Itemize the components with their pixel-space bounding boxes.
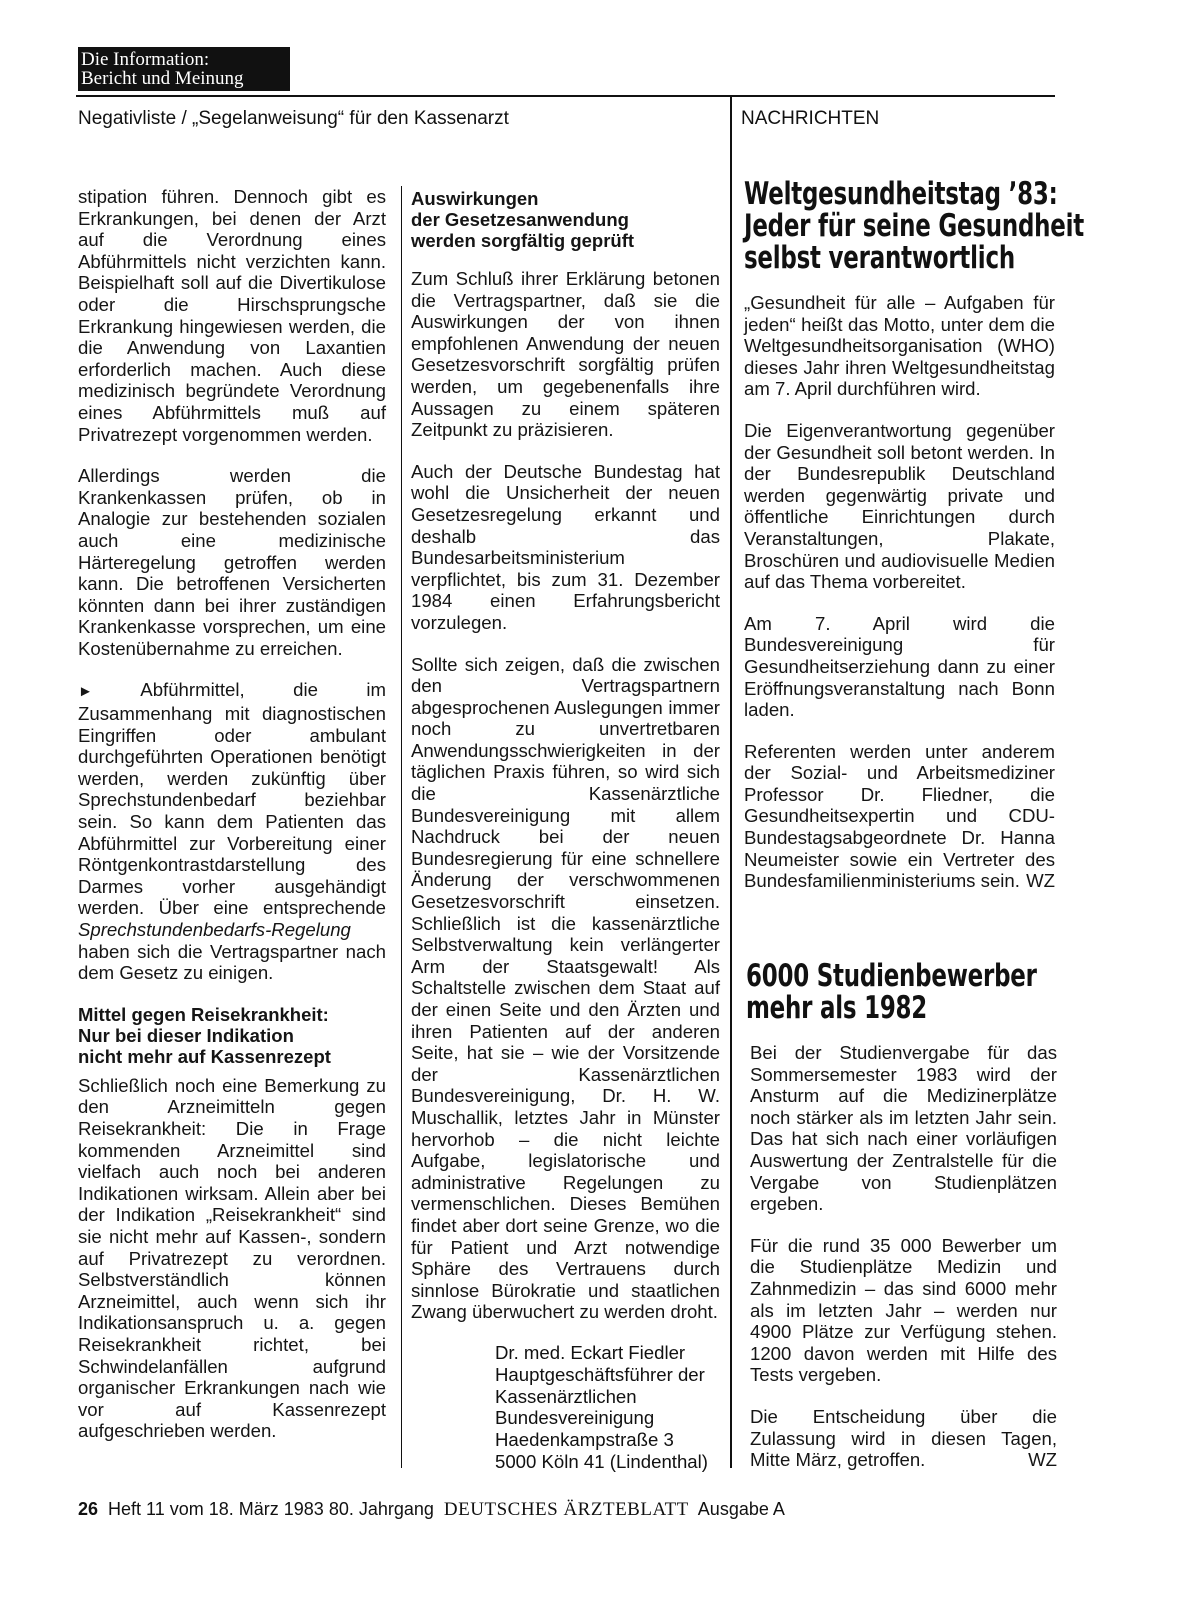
col1-paragraph-text: Abführmittel, die im Zusammenhang mit diagnostischen Eingriffen oder ambulant durchgeführten Operationen benötigt werden, werden zukünftig über Sprechstundenbedarf beziehbar sein. So kann dem Patienten das Abführmittel zur Vorbereitung einer Röntgenkontrastdarstellung des Darmes vorher ausgehändigt werden. Über eine entsprechende	[78, 679, 387, 919]
column-1	[78, 186, 386, 1442]
signature-street: Haedenkampstraße 3	[495, 1429, 674, 1451]
subheading-auswirkungen	[411, 188, 720, 251]
headline-line: mehr als 1982	[746, 990, 928, 1026]
subheading-line: Nur bei dieser Indikation	[78, 1024, 294, 1046]
col1-paragraph-italic: Sprechstundenbedarfs-Regelung	[78, 919, 351, 940]
col3-paragraph: Für die rund 35 000 Bewerber um die Studienplätze Medizin und Zahnmedizin – das sind 6000 mehr als im letzten Jahr – werden nur 4900 Plätze zur Verfügung stehen. 1200 davon werden mit Hilfe des Tests vergeben.	[750, 1234, 1057, 1386]
badge-line-1: Die Information:	[81, 49, 210, 70]
headline-line: Jeder für seine Gesundheit	[744, 208, 1085, 244]
headline-line: 6000 Studienbewerber	[746, 958, 1037, 994]
subheading-line: der Gesetzesanwendung	[411, 209, 629, 230]
col1-paragraph-tail: haben sich die Vertragspartner nach dem Gesetz zu einigen.	[78, 940, 386, 984]
article-running-title: Negativliste / „Segelanweisung“ für den Kassenarzt	[78, 108, 509, 129]
headline-line: Weltgesundheitstag ’83:	[744, 176, 1058, 212]
section-divider	[730, 96, 732, 1468]
journal-masthead: DEUTSCHES ÄRZTEBLATT	[443, 1499, 689, 1520]
signature-org: Bundesvereinigung	[495, 1407, 655, 1429]
subheading-line: nicht mehr auf Kassenrezept	[78, 1045, 331, 1067]
badge-line-2: Bericht und Meinung	[81, 68, 244, 89]
subheading-reisekrankheit	[78, 1004, 386, 1067]
col3-paragraph: Am 7. April wird die Bundesvereinigung für Gesundheitserziehung dann zu einer Eröffnungsveranstaltung nach Bonn laden.	[744, 612, 1055, 721]
header-rule	[76, 95, 1055, 97]
subheading-line: Auswirkungen	[411, 188, 539, 209]
issue-info: Heft 11 vom 18. März 1983 80. Jahrgang	[108, 1499, 434, 1519]
column-2	[411, 188, 720, 1323]
column-3a	[744, 292, 1055, 892]
col3-paragraph: Die Eigenverantwortung gegenüber der Gesundheit soll betont werden. In der Bundesrepublik Deutschland werden gegenwärtig private und öffentliche Einrichtungen durch Veranstaltungen, Plakate, Broschüren und audiovisuelle Medien auf das Thema vorbereitet.	[744, 419, 1055, 593]
col3-paragraph	[744, 741, 1055, 892]
col3-paragraph-text: Referenten werden unter anderem der Sozial- und Arbeitsmediziner Professor Dr. Fliedner, die Gesundheitsexpertin und CDU-Bundestagsabgeordnete Dr. Hanna Neumeister sowie ein Vertreter des Bundesfamilienministeriums sein.	[744, 740, 1055, 892]
author-initials: WZ	[1026, 870, 1055, 892]
col2-paragraph: Zum Schluß ihrer Erklärung betonen die Vertragspartner, daß sie die Auswirkungen der von ihnen empfohlenen Anwendung der neuen Gesetzesvorschrift sorgfältig prüfen werden, um gegebenenfalls ihre Aussagen zu einem späteren Zeitpunkt zu präzisieren.	[411, 268, 720, 441]
subheading-line: Mittel gegen Reisekrankheit:	[78, 1003, 329, 1025]
col1-paragraph: stipation führen. Dennoch gibt es Erkrankungen, bei denen der Arzt auf die Verordnung eines Abführmittels nicht verzichten kann. Beispielhaft soll auf die Divertikulose oder die Hirschsprungsche Erkrankung hingewiesen werden, die die Anwendung von Laxantien erforderlich machen. Auch diese medizinisch begründete Verordnung eines Abführmittels muß auf Privatrezept vorgenommen werden.	[78, 186, 386, 445]
signature-city: 5000 Köln 41 (Lindenthal)	[495, 1450, 708, 1472]
subheading-line: werden sorgfältig geprüft	[411, 230, 635, 251]
author-signature	[495, 1342, 708, 1473]
column-divider	[401, 186, 402, 1468]
signature-org: Kassenärztlichen	[495, 1385, 637, 1407]
col3-paragraph: „Gesundheit für alle – Aufgaben für jeden“ heißt das Motto, unter dem die Weltgesundheitsorganisation (WHO) dieses Jahr ihren Weltgesundheitstag am 7. April durchführen wird.	[744, 292, 1055, 400]
headline-weltgesundheitstag	[744, 178, 1178, 274]
page-footer	[78, 1499, 785, 1521]
edition-label: Ausgabe A	[697, 1499, 785, 1519]
author-initials: WZ	[1028, 1449, 1057, 1471]
col2-paragraph: Sollte sich zeigen, daß die zwischen den Vertragspartnern abgesprochenen Auslegungen immer noch zu unvertretbaren Anwendungsschwierigkeiten in der täglichen Praxis führen, so wird sich die Kassenärztliche Bundesvereinigung mit allem Nachdruck bei der neuen Bundesregierung für eine schnellere Änderung der verschwommenen Gesetzesvorschrift einsetzen. Schließlich ist die kassenärztliche Selbstverwaltung kein verlängerter Arm der Staatsgewalt! Als Schaltstelle zwischen dem Staat auf der einen Seite und den Ärzten und ihren Patienten auf der anderen Seite, hat sie – wie der Vorsitzende der Kassenärztlichen Bundesvereinigung, Dr. H. W. Muschallik, letztes Jahr in Münster hervorhob – die nicht leichte Aufgabe, legislatorische und administrative Regelungen zu vermenschlichen. Dieses Bemühen findet aber dort seine Grenze, wo die für Patient und Arzt notwendige Sphäre des Vertrauens durch sinnlose Bürokratie und staatlichen Zwang überwuchert zu werden droht.	[411, 653, 720, 1323]
section-label: NACHRICHTEN	[741, 108, 880, 129]
headline-studienbewerber	[746, 960, 1139, 1024]
col1-bullet-paragraph	[78, 679, 386, 983]
signature-name: Dr. med. Eckart Fiedler	[495, 1342, 686, 1363]
col2-paragraph: Auch der Deutsche Bundestag hat wohl die Unsicherheit der neuen Gesetzesregelung erkannt und deshalb das Bundesarbeitsministerium verpflichtet, bis zum 31. Dezember 1984 einen Erfahrungsbericht vorzulegen.	[411, 460, 720, 633]
signature-role: Hauptgeschäftsführer der	[495, 1363, 705, 1385]
col3-paragraph-text: Die Entscheidung über die Zulassung wird in diesen Tagen, Mitte März, getroffen.	[750, 1405, 1057, 1471]
page-number: 26	[78, 1499, 99, 1519]
column-3b	[750, 1042, 1057, 1471]
col3-paragraph	[750, 1406, 1057, 1471]
triangle-bullet-icon: ►	[78, 683, 93, 701]
col1-paragraph: Allerdings werden die Krankenkassen prüfen, ob in Analogie zur bestehenden sozialen auch eine medizinische Härteregelung getroffen werden kann. Die betroffenen Versicherten könnten dann bei ihrer zuständigen Krankenkasse vorsprechen, um eine Kostenübernahme zu erreichen.	[78, 465, 386, 659]
headline-line: selbst verantwortlich	[744, 240, 1015, 276]
col1-paragraph: Schließlich noch eine Bemerkung zu den Arzneimitteln gegen Reisekrankheit: Die in Frage kommenden Arzneimittel sind vielfach auch noch bei anderen Indikationen wirksam. Allein aber bei der Indikation „Reisekrankheit“ sind sie nicht mehr auf Kassen-, sondern auf Privatrezept zu verordnen. Selbstverständlich können Arzneimittel, auch wenn sich ihr Indikationsanspruch u. a. gegen Reisekrankheit richtet, bei Schwindelanfällen aufgrund organischer Erkrankungen nach wie vor auf Kassenrezept aufgeschrieben werden.	[78, 1074, 386, 1442]
section-badge	[78, 47, 290, 91]
col3-paragraph: Bei der Studienvergabe für das Sommersemester 1983 wird der Ansturm auf die Medizinerplätze noch stärker als im letzten Jahr sein. Das hat sich nach einer vorläufigen Auswertung der Zentralstelle für die Vergabe von Studienplätzen ergeben.	[750, 1042, 1057, 1215]
